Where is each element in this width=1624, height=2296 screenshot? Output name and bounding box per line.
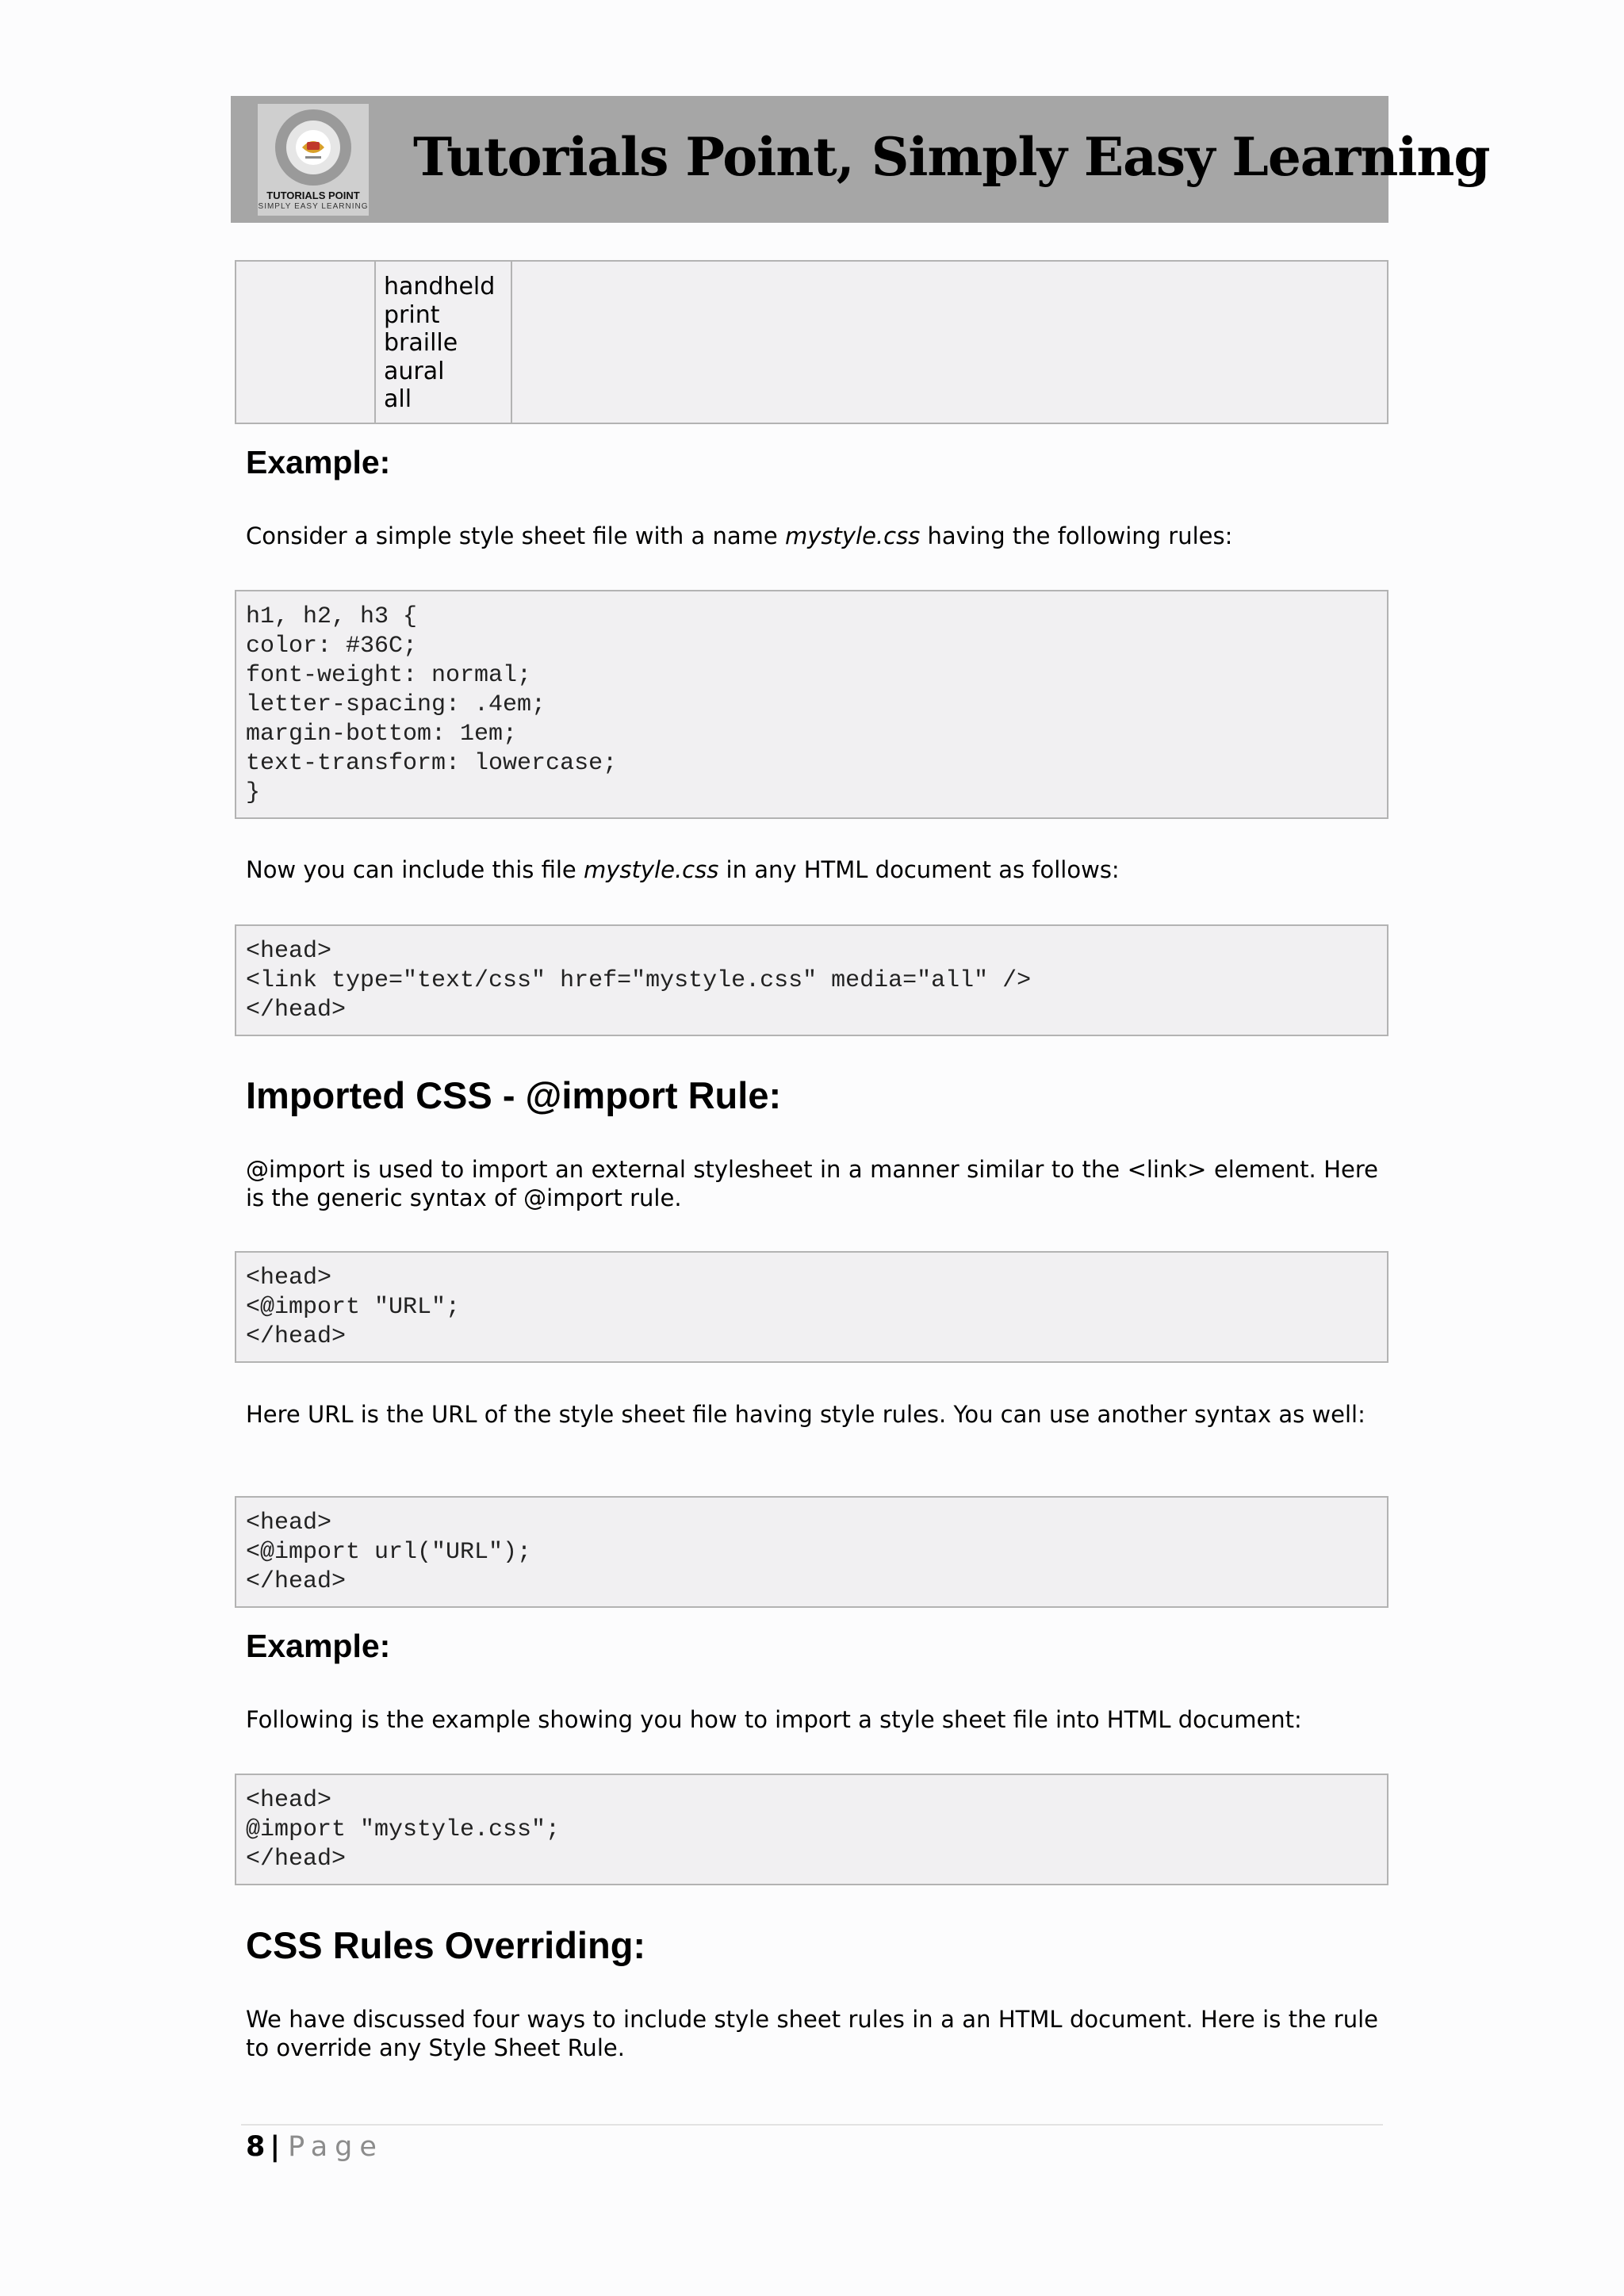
import-rule-description: @import is used to import an external stylesheet in a manner similar to the <link> element. Here is the generic syntax of @import rule.: [246, 1156, 1378, 1211]
header-banner: [231, 96, 1490, 223]
code-block-css-rules: [235, 590, 1388, 819]
include-instruction-text: [246, 855, 1378, 884]
code-line: letter-spacing: .4em;: [246, 691, 546, 718]
code-block-import-url-function: [235, 1496, 1388, 1608]
code-line: color: #36C;: [246, 633, 418, 660]
code-line: }: [246, 779, 261, 806]
media-values-list: [374, 262, 511, 414]
code-line: </head>: [246, 1846, 347, 1873]
filename-emphasis: mystyle.css: [784, 522, 921, 549]
media-types-table: [235, 260, 1388, 424]
example-heading: Example:: [246, 1628, 391, 1664]
code-line: <link type="text/css" href="mystyle.css" media="all" />: [246, 967, 1032, 994]
code-line: <@import url("URL");: [246, 1539, 532, 1566]
text-run: having the following rules:: [920, 522, 1233, 549]
page-number: 8: [246, 2131, 266, 2163]
import-rule-heading: Imported CSS - @import Rule:: [246, 1074, 782, 1116]
code-line: <head>: [246, 1787, 332, 1814]
page-footer: [246, 2131, 384, 2163]
example-import-text: Following is the example showing you how to import a style sheet file into HTML document:: [246, 1706, 1302, 1733]
code-block-import-file: [235, 1774, 1388, 1885]
rules-overriding-text: We have discussed four ways to include style sheet rules in a an HTML document. Here is the rule to override any Style Sheet Rule.: [246, 2006, 1378, 2061]
code-line: </head>: [246, 1323, 347, 1350]
table-cell-empty: [236, 262, 376, 423]
footer-divider: [241, 2124, 1383, 2126]
code-block-import-url: [235, 1251, 1388, 1363]
filename-emphasis: mystyle.css: [584, 856, 719, 883]
media-value-item: aural: [384, 357, 445, 385]
url-explanation-text: Here URL is the URL of the style sheet file having style rules. You can use another syntax as well:: [246, 1401, 1365, 1428]
logo-tagline: SIMPLY EASY LEARNING: [258, 202, 369, 211]
code-line: font-weight: normal;: [246, 662, 532, 689]
rules-overriding-heading: CSS Rules Overriding:: [246, 1924, 646, 1966]
text-run: Now you can include this file: [246, 856, 584, 883]
code-line: text-transform: lowercase;: [246, 750, 618, 777]
tutorials-point-logo: [258, 104, 369, 216]
header-title: Tutorials Point, Simply Easy Learning: [413, 126, 1490, 188]
page-label: Page: [288, 2131, 384, 2163]
table-cell-media-values: [374, 262, 512, 423]
code-line: h1, h2, h3 {: [246, 603, 418, 630]
code-block-link-tag: [235, 924, 1388, 1036]
example-heading: Example:: [246, 444, 391, 480]
text-run: Consider a simple style sheet file with a name: [246, 522, 785, 549]
media-value-item: braille: [384, 329, 458, 357]
text-run: in any HTML document as follows:: [718, 856, 1120, 883]
media-value-item: all: [384, 385, 412, 413]
code-line: @import "mystyle.css";: [246, 1816, 561, 1843]
code-line: <head>: [246, 938, 332, 965]
media-value-item: handheld: [384, 273, 496, 300]
media-value-item: print: [384, 300, 440, 329]
code-line: </head>: [246, 997, 347, 1024]
code-line: <head>: [246, 1510, 332, 1536]
example-intro-text: [246, 522, 1378, 550]
code-line: </head>: [246, 1568, 347, 1595]
code-line: margin-bottom: 1em;: [246, 721, 518, 748]
code-line: <@import "URL";: [246, 1294, 461, 1321]
code-line: <head>: [246, 1265, 332, 1292]
footer-separator: |: [270, 2131, 281, 2163]
logo-emblem-icon: [258, 104, 369, 191]
logo-text: TUTORIALS POINT: [266, 189, 360, 201]
